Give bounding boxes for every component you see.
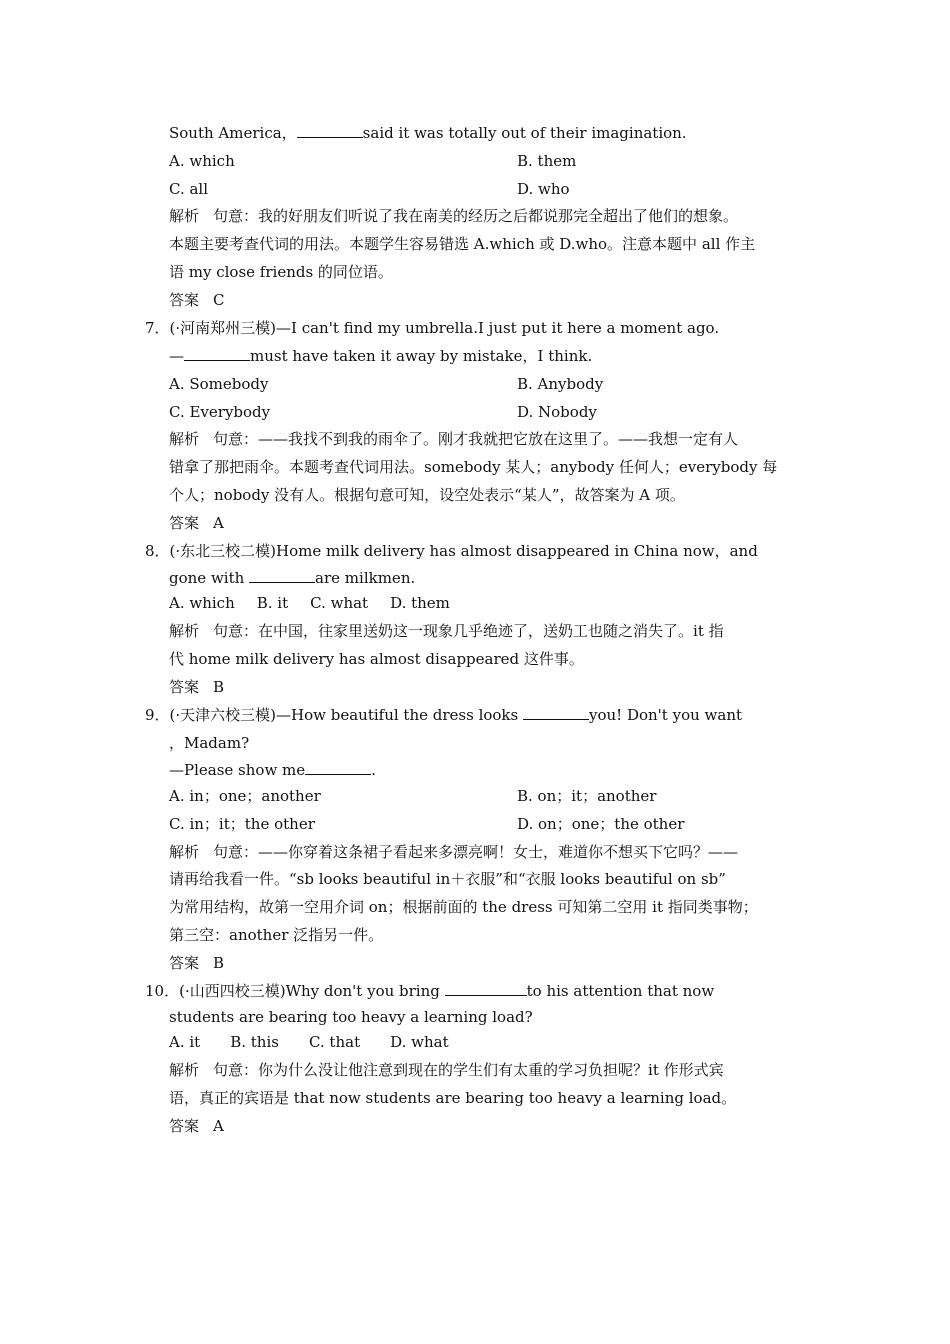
q6-analysis-label: 解析: [169, 207, 200, 225]
q7-analysis-2: 错拿了那把雨伞。本题考查代词用法。somebody 某人；anybody 任何人；everybody 每: [169, 458, 778, 476]
q7-number: 7．: [145, 319, 170, 337]
q8-option-d: D. them: [390, 594, 450, 612]
q8-analysis-1: 解析 句意：在中国，往家里送奶这一现象几乎绝迹了，送奶工也随之消失了。it 指: [169, 622, 724, 640]
q6-option-d: D. who: [517, 180, 570, 198]
q8-option-a: A. which: [169, 594, 235, 612]
q9-answer-value: B: [213, 954, 225, 972]
q10-analysis-label: 解析: [169, 1061, 200, 1079]
q7-answer-label: 答案: [169, 514, 200, 532]
q9-analysis-1: 解析 句意：——你穿着这条裙子看起来多漂亮啊！女士，难道你不想买下它吗？——: [169, 843, 739, 861]
q6-stem: [169, 122, 687, 144]
q7-analysis-3: 个人；nobody 没有人。根据句意可知，设空处表示“某人”，故答案为 A 项。: [169, 486, 685, 504]
q7-answer: [169, 512, 224, 534]
q8-blank: [249, 567, 315, 583]
q10-options: [169, 1031, 449, 1053]
q6-analysis-2: 本题主要考查代词的用法。本题学生容易错选 A.which 或 D.who。注意本题中 all 作主: [169, 235, 756, 253]
q8-number: 8．: [145, 542, 170, 560]
q6-blank: [297, 122, 363, 138]
q6-options-row1: [169, 150, 577, 172]
q9-options-row1: [169, 785, 657, 807]
q9-analysis-2: 请再给我看一件。“sb looks beautiful in＋衣服”和“衣服 looks beautiful on sb”: [169, 870, 726, 888]
q8-analysis-2: 代 home milk delivery has almost disappeared 这件事。: [169, 650, 584, 668]
q9-line3: —Please show me .: [169, 761, 376, 779]
q6-options-row2: [169, 178, 570, 200]
q8-answer-label: 答案: [169, 678, 200, 696]
q7-line2: — must have taken it away by mistake，I think.: [169, 347, 593, 365]
q7-option-d: D. Nobody: [517, 403, 597, 421]
q9-blank-3: [305, 759, 371, 775]
q9-analysis-label: 解析: [169, 843, 200, 861]
q6-option-b: B. them: [517, 152, 577, 170]
q7-options-row2: [169, 401, 597, 423]
q7-option-b: B. Anybody: [517, 375, 604, 393]
q7-option-c: C. Everybody: [169, 403, 271, 421]
q9-number: 9．: [145, 706, 170, 724]
q10-answer-label: 答案: [169, 1117, 200, 1135]
q9-line1: 9．(·天津六校三模)—How beautiful the dress looks you! Don't you want: [145, 706, 743, 724]
q9-option-a: A. in；one；another: [169, 787, 321, 805]
q8-option-c: C. what: [310, 594, 369, 612]
q9-option-b: B. on；it；another: [517, 787, 657, 805]
q10-option-c: C. that: [308, 1033, 361, 1051]
q7-options-row1: [169, 373, 604, 395]
q8-option-b: B. it: [256, 594, 289, 612]
q8-line2: gone with are milkmen.: [169, 569, 416, 587]
q10-analysis-1: 解析 句意：你为什么没让他注意到现在的学生们有太重的学习负担呢？it 作形式宾: [169, 1061, 724, 1079]
q9-blank-1: [523, 704, 589, 720]
q10-line2: students are bearing too heavy a learning load?: [169, 1008, 533, 1026]
q7-analysis-1: 解析 句意：——我找不到我的雨伞了。刚才我就把它放在这里了。——我想一定有人: [169, 430, 739, 448]
q10-number: 10．: [145, 982, 180, 1000]
q6-answer-value: C: [213, 291, 225, 309]
q8-options: [169, 592, 450, 614]
q10-line1: 10．(·山西四校三模)Why don't you bring to his attention that now: [145, 982, 715, 1000]
q10-answer: [169, 1115, 224, 1137]
q10-option-a: A. it: [169, 1033, 201, 1051]
q8-line1: 8．(·东北三校二模)Home milk delivery has almost disappeared in China now，and: [145, 542, 758, 560]
q9-option-c: C. in；it；the other: [169, 815, 315, 833]
q9-answer: [169, 952, 224, 974]
q8-answer-value: B: [213, 678, 225, 696]
q6-answer: [169, 289, 225, 311]
q7-blank: [184, 345, 250, 361]
q10-option-b: B. this: [230, 1033, 279, 1051]
q6-option-c: C. all: [169, 180, 209, 198]
q10-answer-value: A: [213, 1117, 224, 1135]
q10-analysis-2: 语，真正的宾语是 that now students are bearing too heavy a learning load。: [169, 1089, 737, 1107]
q6-analysis-1: 解析 句意：我的好朋友们听说了我在南美的经历之后都说那完全超出了他们的想象。: [169, 207, 739, 225]
q6-answer-label: 答案: [169, 291, 200, 309]
q9-analysis-3: 为常用结构，故第一空用介词 on；根据前面的 the dress 可知第二空用 it 指同类事物；: [169, 898, 758, 916]
q9-answer-label: 答案: [169, 954, 200, 972]
q7-analysis-label: 解析: [169, 430, 200, 448]
q6-stem-pre: South America，: [169, 124, 297, 142]
q10-blank: [445, 980, 527, 996]
q10-option-d: D. what: [390, 1033, 449, 1051]
q6-option-a: A. which: [169, 152, 235, 170]
q7-option-a: A. Somebody: [169, 375, 269, 393]
q9-option-d: D. on；one；the other: [517, 815, 685, 833]
q6-stem-post: said it was totally out of their imagination.: [362, 124, 687, 142]
q9-analysis-4: 第三空：another 泛指另一件。: [169, 926, 384, 944]
q7-line1: 7．(·河南郑州三模)—I can't find my umbrella.I just put it here a moment ago.: [145, 319, 720, 337]
q9-options-row2: [169, 813, 685, 835]
q6-analysis-3: 语 my close friends 的同位语。: [169, 263, 393, 281]
q7-answer-value: A: [213, 514, 224, 532]
q8-analysis-label: 解析: [169, 622, 200, 640]
q8-answer: [169, 676, 224, 698]
q9-line2: ，Madam?: [169, 734, 250, 752]
